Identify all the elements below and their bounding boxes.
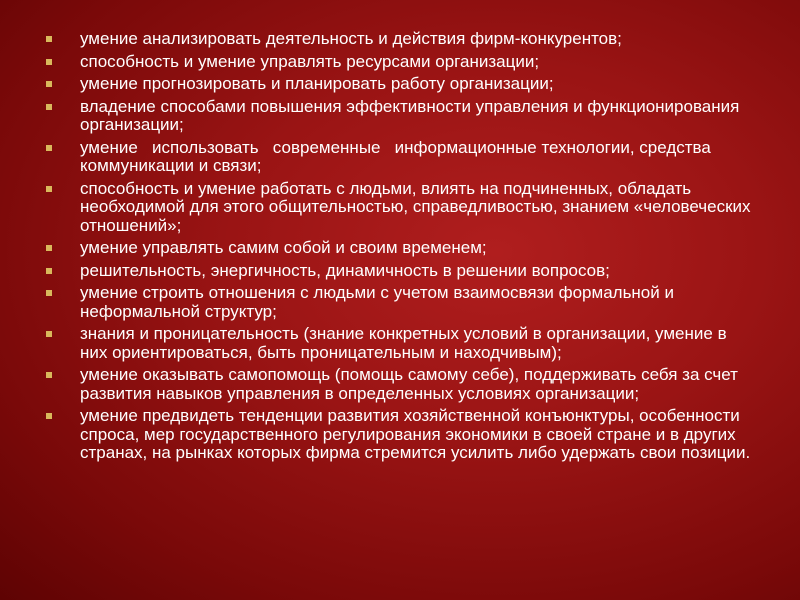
list-item [46, 284, 756, 321]
list-item [46, 239, 756, 258]
list-item-text: умение анализировать деятельность и действия фирм-конкурентов; [80, 29, 622, 48]
square-bullet-icon [46, 331, 52, 337]
list-item-text: владение способами повышения эффективности управления и функционирования организации; [80, 96, 740, 134]
square-bullet-icon [46, 59, 52, 65]
list-item-text: знания и проницательность (знание конкретных условий в организации, умение в них ориентироваться, быть проницательным и находчивым); [80, 324, 727, 362]
square-bullet-icon [46, 268, 52, 274]
list-item-text: умение использовать современные информационные технологии, средства коммуникации и связи; [80, 137, 716, 175]
list-item-text: способность и умение управлять ресурсами организации; [80, 51, 540, 71]
list-item [46, 53, 756, 72]
list-item [46, 30, 756, 49]
square-bullet-icon [46, 245, 52, 251]
square-bullet-icon [46, 372, 52, 378]
list-item [46, 262, 756, 281]
square-bullet-icon [46, 413, 52, 419]
list-item [46, 325, 756, 362]
square-bullet-icon [46, 36, 52, 42]
list-item-text: умение оказывать самопомощь (помощь самому себе), поддерживать себя за счет развития навыков управления в определенных условиях организации; [80, 365, 738, 403]
list-item-text: умение предвидеть тенденции развития хозяйственной конъюнктуры, особенности спроса, мер государственного регулирования экономики в своей стране и в других странах, на рынках которых фирма стремится усилить либо удержать свои позиции. [80, 406, 751, 462]
square-bullet-icon [46, 186, 52, 192]
square-bullet-icon [46, 145, 52, 151]
list-item-text: решительность, энергичность, динамичность в решении вопросов; [80, 260, 610, 280]
square-bullet-icon [46, 104, 52, 110]
list-item [46, 366, 756, 403]
list-item-text: умение прогнозировать и планировать работу организации; [80, 74, 554, 93]
list-item [46, 407, 756, 463]
square-bullet-icon [46, 290, 52, 296]
list-item-text: способность и умение работать с людьми, влиять на подчиненных, обладать необходимой для этого общительностью, справедливостью, знанием «человеческих отношений»; [80, 178, 751, 235]
list-item-text: умение строить отношения с людьми с учетом взаимосвязи формальной и неформальной структур; [80, 283, 674, 321]
bullet-list [46, 30, 756, 467]
list-item [46, 180, 756, 236]
list-item [46, 139, 756, 176]
list-item-text: умение управлять самим собой и своим временем; [80, 238, 487, 257]
list-item [46, 75, 756, 94]
list-item [46, 98, 756, 135]
square-bullet-icon [46, 81, 52, 87]
